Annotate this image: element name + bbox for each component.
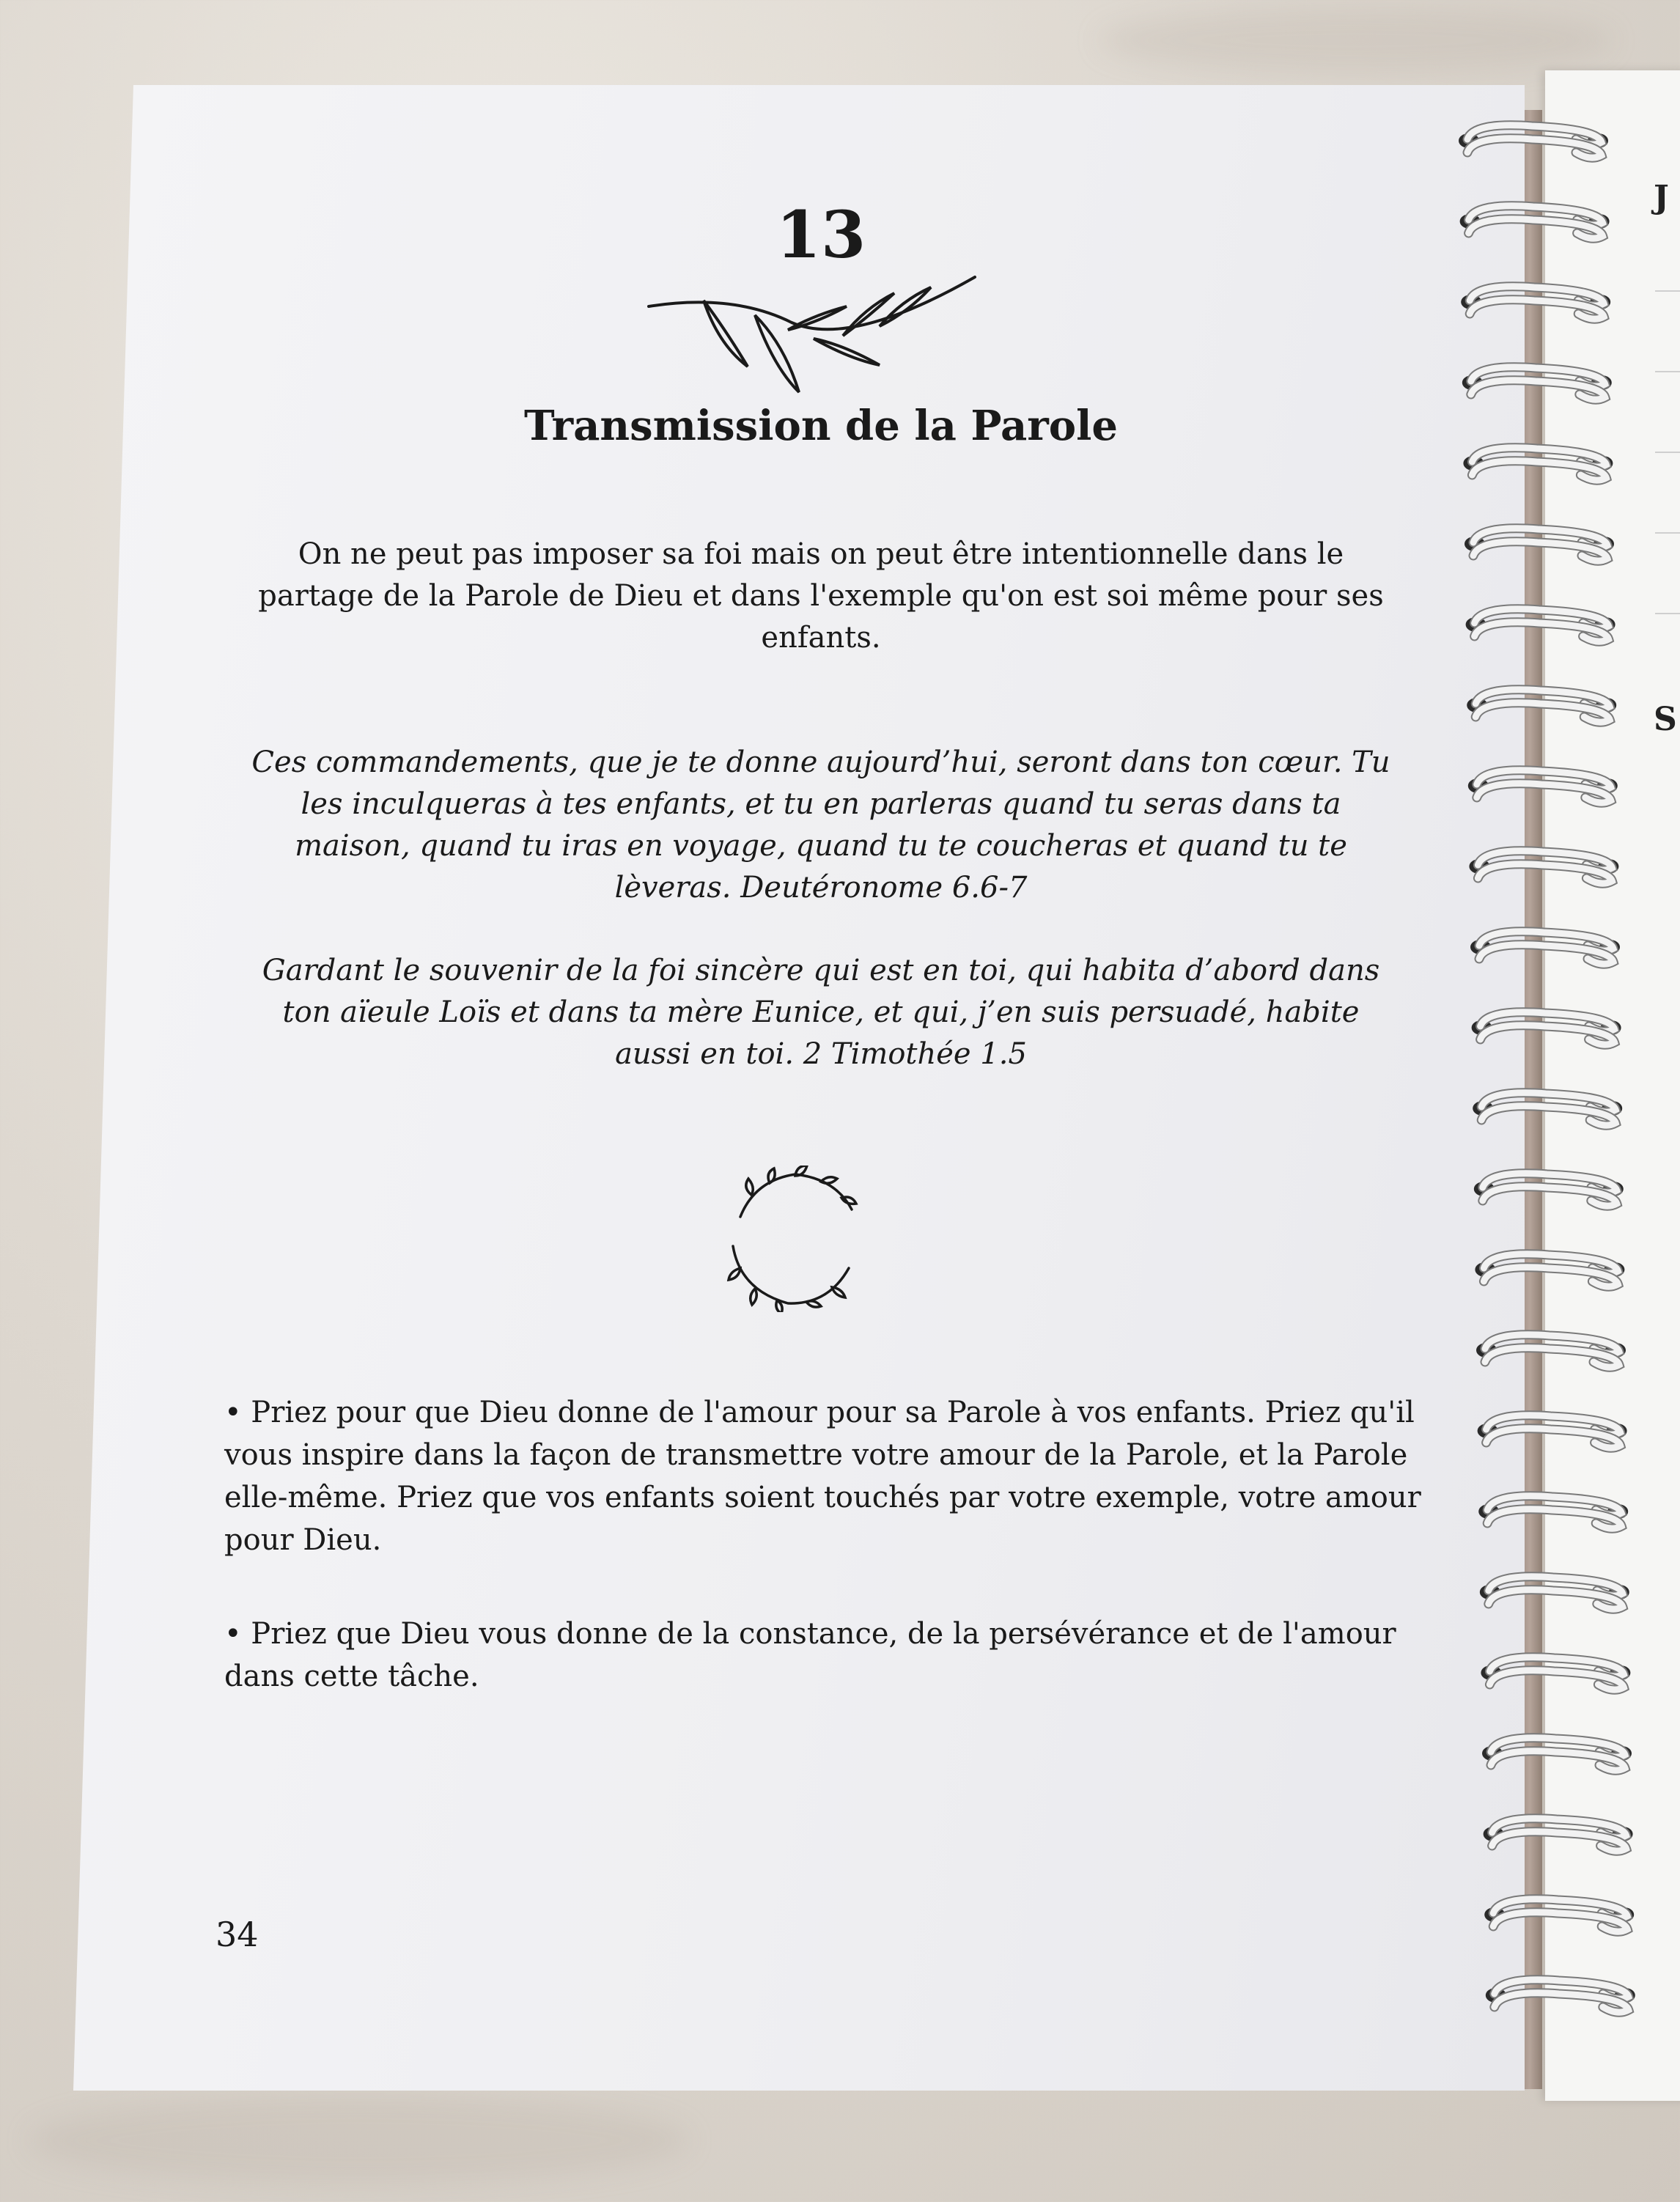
spiral-coil — [1489, 1657, 1624, 1690]
spiral-coil — [1470, 287, 1604, 319]
spiral-coil — [1467, 125, 1602, 158]
scripture-quote: Ces commandements, que je te donne aujourd’hui, seront dans ton cœur. Tu les inculqueras à tes enfants, et tu en parleras quand tu seras dans ta maison, quand tu iras en voyage, quand tu te coucheras et quand tu te lèveras. Deutéronome 6.6-7 — [251, 745, 1390, 905]
right-page-rule — [1655, 613, 1680, 614]
laurel-wreath-icon — [726, 1166, 865, 1312]
spiral-coil — [1472, 448, 1606, 480]
spiral-coil — [1478, 851, 1612, 883]
spiral-coil — [1486, 1415, 1621, 1448]
intro-paragraph: On ne peut pas imposer sa foi mais on peut être intentionnelle dans le partage de la Parole de Dieu et dans l'exemple qu'on est soi même pour ses enfants. — [258, 537, 1384, 655]
right-page-rule — [1655, 290, 1680, 292]
spiral-coil — [1495, 1980, 1629, 2012]
spiral-coil — [1489, 1577, 1623, 1609]
spiral-coil — [1481, 1093, 1615, 1125]
scripture-quote: Gardant le souvenir de la foi sincère qui est en toi, qui habita d’abord dans ton aïeule Loïs et dans ta mère Eunice, et qui, j’en suis persuadé, habite aussi en toi. 2 Timothée 1.5 — [262, 954, 1380, 1071]
spiral-coil — [1492, 1819, 1626, 1851]
right-page-letter: J — [1654, 179, 1669, 216]
spiral-coil — [1487, 1496, 1621, 1528]
marble-vein — [29, 2096, 689, 2184]
spiral-coil — [1493, 1899, 1627, 1932]
spiral-coil — [1483, 1174, 1617, 1206]
spiral-coil — [1471, 367, 1605, 399]
right-page-rule — [1655, 371, 1680, 372]
right-page-rule — [1655, 452, 1680, 453]
right-page-letter: S — [1654, 701, 1677, 738]
spiral-coil — [1475, 609, 1609, 641]
spiral-coil — [1491, 1738, 1625, 1770]
spiral-coil — [1473, 529, 1607, 561]
marble-vein — [1099, 7, 1613, 73]
right-page-rule — [1655, 532, 1680, 534]
spiral-coil — [1469, 206, 1603, 238]
prayer-point: • Priez pour que Dieu donne de l'amour pour sa Parole à vos enfants. Priez qu'il vous inspire dans la façon de transmettre votre amour de la Parole, et la Parole elle-même. Priez que vos enfants soient touchés par votre exemple, votre amour pour Dieu. — [224, 1396, 1421, 1557]
leaf-branch-icon — [645, 271, 982, 396]
spiral-coil — [1477, 770, 1611, 803]
chapter-number: 13 — [775, 196, 866, 273]
spiral-coil — [1484, 1254, 1618, 1286]
spiral-coil — [1485, 1335, 1619, 1367]
chapter-title: Transmission de la Parole — [523, 402, 1119, 450]
prayer-point: • Priez que Dieu vous donne de la constance, de la persévérance et de l'amour dans cette tâche. — [224, 1617, 1396, 1693]
spiral-coil — [1481, 1012, 1615, 1045]
spiral-coil — [1475, 690, 1610, 722]
page-number: 34 — [215, 1915, 259, 1954]
spiral-binding — [1451, 103, 1649, 2038]
spiral-coil — [1479, 932, 1613, 964]
